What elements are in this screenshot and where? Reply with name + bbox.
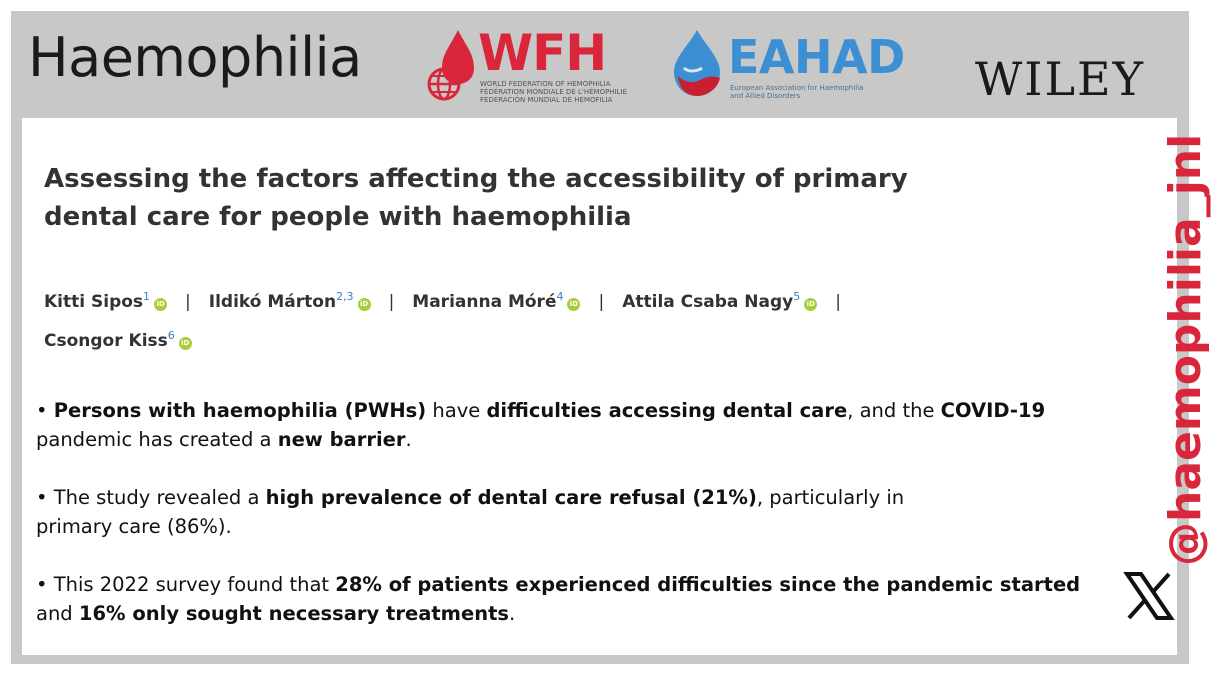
key-point: • The study revealed a high prevalence of dental care refusal (21%), particularly in primary care (86%).	[36, 486, 905, 538]
author-name: Kitti Sipos	[44, 292, 144, 312]
orcid-icon[interactable]: iD	[804, 298, 817, 311]
article-title: Assessing the factors affecting the accessibility of primary dental care for people with haemophilia	[44, 164, 908, 232]
author-separator: |	[835, 292, 841, 312]
social-handle[interactable]: @haemophilia_jnl	[1160, 133, 1211, 566]
eahad-line-1: European Association for Haemophilia	[730, 84, 864, 92]
author[interactable]	[622, 292, 817, 312]
orcid-icon[interactable]: iD	[358, 298, 371, 311]
author[interactable]	[209, 292, 371, 312]
author-name: Ildikó Márton	[208, 292, 337, 312]
author[interactable]	[44, 331, 192, 351]
key-point: • Persons with haemophilia (PWHs) have difficulties accessing dental care, and the COVID-19 pandemic has created a new barrier.	[36, 399, 1046, 451]
author-name: Marianna Móré	[412, 292, 557, 312]
wfh-line-3: FEDERACIÓN MUNDIAL DE HEMOFILIA	[480, 96, 613, 104]
author-separator: |	[185, 292, 191, 312]
author-affiliation: 6	[167, 329, 175, 342]
author-separator: |	[388, 292, 395, 312]
author-name: Attila Csaba Nagy	[622, 292, 794, 312]
orcid-icon[interactable]: iD	[154, 298, 167, 311]
author-affiliation: 2,3	[336, 290, 354, 303]
wfh-line-1: WORLD FEDERATION OF HEMOPHILIA	[480, 80, 611, 88]
orcid-icon[interactable]: iD	[179, 337, 192, 350]
eahad-acronym: EAHAD	[728, 30, 905, 84]
author-affiliation: 5	[793, 290, 801, 303]
key-point: • This 2022 survey found that 28% of patients experienced difficulties since the pandemic started and 16% only sought necessary treatments.	[36, 573, 1081, 625]
author-affiliation: 1	[143, 290, 151, 303]
publisher-logo: WILEY	[975, 52, 1145, 106]
author-name: Csongor Kiss	[44, 331, 168, 351]
author-list	[44, 280, 944, 358]
eahad-line-2: and Allied Disorders	[730, 92, 801, 100]
eahad-logo	[670, 26, 910, 104]
author-separator: |	[598, 292, 605, 312]
author[interactable]	[44, 292, 167, 312]
journal-logo: Haemophilia	[28, 26, 362, 89]
x-logo-icon[interactable]	[1123, 570, 1175, 622]
wfh-line-2: FÉDÉRATION MONDIALE DE L'HÉMOPHILIE	[480, 88, 628, 96]
wfh-acronym: WFH	[478, 24, 607, 82]
wfh-logo	[420, 24, 628, 104]
key-points	[36, 396, 1096, 657]
author-affiliation: 4	[556, 290, 564, 303]
wfh-drop-globe-icon	[420, 24, 476, 102]
orcid-icon[interactable]: iD	[567, 298, 580, 311]
author[interactable]	[412, 292, 580, 312]
eahad-drop-icon	[670, 28, 724, 98]
